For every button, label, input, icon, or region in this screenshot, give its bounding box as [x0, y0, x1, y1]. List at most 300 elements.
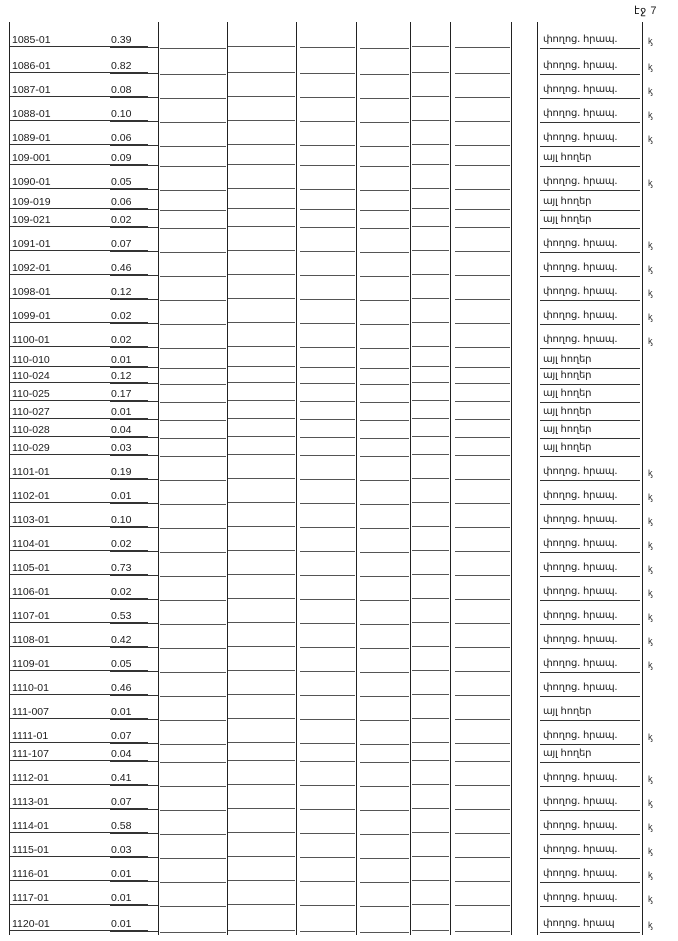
row-underline	[110, 881, 158, 882]
row-underline	[110, 527, 158, 528]
row-underline	[228, 760, 295, 761]
row-underline	[455, 383, 510, 384]
row-underline	[360, 324, 409, 325]
row-underline	[455, 323, 510, 324]
row-underline	[412, 144, 449, 145]
row-underline	[300, 227, 355, 228]
row-underline	[110, 623, 158, 624]
row-underline	[110, 455, 158, 456]
parcel-code: 1086-01	[12, 60, 51, 72]
row-underline	[540, 228, 640, 229]
row-underline	[160, 438, 226, 439]
land-category: այլ հողեր	[543, 370, 592, 381]
parcel-code: 1117-01	[12, 892, 49, 904]
parcel-code: 1112-01	[12, 772, 49, 784]
row-mark: ᶄ	[648, 823, 653, 833]
row-underline	[360, 762, 409, 763]
row-underline	[110, 671, 158, 672]
row-underline	[455, 527, 510, 528]
row-underline	[412, 298, 449, 299]
row-underline	[360, 252, 409, 253]
land-category: փողոց. հրապ.	[543, 176, 618, 187]
row-underline	[412, 436, 449, 437]
row-underline	[228, 72, 295, 73]
land-category: փողոց. հրապ.	[543, 658, 618, 669]
parcel-area: 0.04	[111, 748, 132, 760]
row-underline	[360, 146, 409, 147]
row-mark: ᶄ	[648, 613, 653, 623]
row-underline	[228, 718, 295, 719]
row-underline	[540, 190, 640, 191]
row-underline	[540, 744, 640, 745]
parcel-code: 110-024	[12, 370, 50, 382]
row-underline	[412, 72, 449, 73]
row-underline	[412, 478, 449, 479]
parcel-code: 1091-01	[12, 238, 51, 250]
row-underline	[300, 455, 355, 456]
row-underline	[228, 694, 295, 695]
row-underline	[300, 419, 355, 420]
row-underline	[412, 742, 449, 743]
row-underline	[300, 575, 355, 576]
row-underline	[228, 400, 295, 401]
row-underline	[160, 762, 226, 763]
row-underline	[455, 97, 510, 98]
row-underline	[300, 833, 355, 834]
row-underline	[455, 145, 510, 146]
row-mark: ᶄ	[648, 637, 653, 647]
parcel-area: 0.07	[111, 730, 132, 742]
row-underline	[300, 121, 355, 122]
parcel-code: 110-025	[12, 388, 50, 400]
row-underline	[540, 720, 640, 721]
row-underline	[540, 122, 640, 123]
row-underline	[300, 527, 355, 528]
row-underline	[110, 299, 158, 300]
row-underline	[110, 575, 158, 576]
row-underline	[540, 786, 640, 787]
parcel-code: 1098-01	[12, 286, 51, 298]
row-underline	[412, 930, 449, 931]
parcel-area: 0.01	[111, 918, 132, 930]
row-underline	[228, 670, 295, 671]
row-underline	[540, 324, 640, 325]
parcel-area: 0.73	[111, 562, 132, 574]
row-underline	[160, 98, 226, 99]
row-underline	[455, 647, 510, 648]
row-underline	[160, 384, 226, 385]
row-underline	[540, 672, 640, 673]
land-category: փողոց. հրապ.	[543, 562, 618, 573]
parcel-area: 0.02	[111, 310, 132, 322]
land-category: այլ հողեր	[543, 196, 592, 207]
parcel-code: 1107-01	[12, 610, 50, 622]
row-underline	[160, 324, 226, 325]
row-underline	[455, 47, 510, 48]
row-underline	[455, 857, 510, 858]
row-underline	[110, 437, 158, 438]
row-underline	[228, 742, 295, 743]
row-underline	[228, 436, 295, 437]
row-underline	[300, 251, 355, 252]
parcel-area: 0.02	[111, 214, 132, 226]
row-mark: ᶄ	[648, 921, 653, 931]
row-underline	[360, 98, 409, 99]
row-underline	[360, 438, 409, 439]
row-underline	[540, 648, 640, 649]
row-underline	[300, 719, 355, 720]
row-underline	[360, 932, 409, 933]
row-underline	[412, 226, 449, 227]
row-underline	[300, 503, 355, 504]
row-underline	[160, 228, 226, 229]
row-mark: ᶄ	[648, 111, 653, 121]
row-mark: ᶄ	[648, 135, 653, 145]
row-underline	[110, 905, 158, 906]
row-underline	[300, 299, 355, 300]
row-underline	[455, 251, 510, 252]
parcel-code: 109-021	[12, 214, 51, 226]
row-underline	[228, 856, 295, 857]
row-underline	[412, 526, 449, 527]
row-underline	[455, 671, 510, 672]
row-underline	[455, 905, 510, 906]
row-underline	[300, 479, 355, 480]
row-underline	[455, 743, 510, 744]
row-underline	[110, 785, 158, 786]
column-rule	[450, 22, 451, 935]
row-underline	[160, 624, 226, 625]
row-underline	[540, 858, 640, 859]
land-category: փողոց. հրապ.	[543, 892, 618, 903]
row-underline	[455, 833, 510, 834]
land-category: փողոց. հրապ.	[543, 868, 618, 879]
row-underline	[455, 575, 510, 576]
row-underline	[360, 480, 409, 481]
row-underline	[360, 858, 409, 859]
row-underline	[228, 226, 295, 227]
row-underline	[360, 810, 409, 811]
row-mark: ᶄ	[648, 469, 653, 479]
row-underline	[300, 189, 355, 190]
parcel-area: 0.46	[111, 262, 132, 274]
row-underline	[540, 576, 640, 577]
row-underline	[228, 298, 295, 299]
parcel-area: 0.17	[111, 388, 132, 400]
land-category: փողոց. հրապ.	[543, 586, 618, 597]
row-underline	[160, 648, 226, 649]
row-underline	[455, 881, 510, 882]
row-underline	[300, 275, 355, 276]
row-underline	[540, 480, 640, 481]
land-category: այլ հողեր	[543, 748, 592, 759]
row-underline	[455, 209, 510, 210]
row-underline	[360, 48, 409, 49]
row-underline	[412, 598, 449, 599]
row-underline	[160, 882, 226, 883]
row-underline	[160, 810, 226, 811]
row-underline	[110, 47, 158, 48]
row-underline	[228, 622, 295, 623]
row-underline	[160, 504, 226, 505]
row-underline	[455, 367, 510, 368]
parcel-code: 1099-01	[12, 310, 51, 322]
row-underline	[540, 552, 640, 553]
row-underline	[300, 47, 355, 48]
row-underline	[300, 73, 355, 74]
row-underline	[160, 932, 226, 933]
row-underline	[412, 46, 449, 47]
row-underline	[228, 880, 295, 881]
row-underline	[412, 550, 449, 551]
row-underline	[300, 623, 355, 624]
row-underline	[160, 456, 226, 457]
land-category: փողոց. հրապ.	[543, 490, 618, 501]
parcel-code: 109-019	[12, 196, 51, 208]
parcel-area: 0.03	[111, 442, 132, 454]
row-underline	[110, 695, 158, 696]
parcel-area: 0.42	[111, 634, 132, 646]
parcel-code: 110-028	[12, 424, 50, 436]
row-underline	[455, 275, 510, 276]
row-underline	[300, 761, 355, 762]
row-underline	[540, 276, 640, 277]
row-underline	[540, 906, 640, 907]
row-underline	[540, 456, 640, 457]
land-category: փողոց. հրապ.	[543, 334, 618, 345]
row-mark: ᶄ	[648, 799, 653, 809]
row-underline	[360, 456, 409, 457]
row-underline	[228, 382, 295, 383]
parcel-code: 111-007	[12, 706, 49, 718]
row-mark: ᶄ	[648, 179, 653, 189]
row-underline	[110, 931, 158, 932]
row-underline	[360, 834, 409, 835]
row-underline	[412, 574, 449, 575]
row-underline	[540, 438, 640, 439]
parcel-area: 0.12	[111, 286, 132, 298]
row-underline	[228, 784, 295, 785]
row-underline	[360, 744, 409, 745]
parcel-code: 1108-01	[12, 634, 50, 646]
land-category: այլ հողեր	[543, 706, 592, 717]
land-category: փողոց. հրապ.	[543, 772, 618, 783]
row-underline	[300, 165, 355, 166]
row-underline	[300, 671, 355, 672]
row-underline	[360, 786, 409, 787]
row-underline	[300, 145, 355, 146]
row-underline	[110, 599, 158, 600]
row-underline	[412, 622, 449, 623]
row-mark: ᶄ	[648, 337, 653, 347]
row-underline	[228, 96, 295, 97]
row-underline	[160, 402, 226, 403]
row-mark: ᶄ	[648, 775, 653, 785]
row-underline	[360, 528, 409, 529]
row-underline	[412, 760, 449, 761]
row-underline	[110, 383, 158, 384]
row-underline	[300, 383, 355, 384]
row-underline	[540, 600, 640, 601]
row-underline	[300, 367, 355, 368]
row-mark: ᶄ	[648, 661, 653, 671]
row-underline	[540, 762, 640, 763]
row-underline	[160, 858, 226, 859]
row-underline	[300, 809, 355, 810]
page-number: էջ 7	[634, 5, 657, 17]
row-underline	[160, 190, 226, 191]
row-underline	[110, 121, 158, 122]
row-underline	[412, 274, 449, 275]
parcel-code: 1102-01	[12, 490, 50, 502]
row-underline	[228, 188, 295, 189]
row-underline	[110, 809, 158, 810]
row-underline	[160, 420, 226, 421]
row-underline	[160, 348, 226, 349]
row-underline	[160, 576, 226, 577]
row-underline	[540, 528, 640, 529]
row-underline	[228, 478, 295, 479]
parcel-code: 1090-01	[12, 176, 51, 188]
row-underline	[300, 347, 355, 348]
row-underline	[455, 931, 510, 932]
parcel-code: 1110-01	[12, 682, 49, 694]
land-category: փողոց. հրապ.	[543, 60, 618, 71]
row-underline	[160, 720, 226, 721]
land-category: փողոց. հրապ.	[543, 514, 618, 525]
row-underline	[228, 322, 295, 323]
row-underline	[110, 479, 158, 480]
row-underline	[300, 905, 355, 906]
row-underline	[360, 190, 409, 191]
row-underline	[160, 74, 226, 75]
row-underline	[360, 624, 409, 625]
row-mark: ᶄ	[648, 313, 653, 323]
parcel-code: 1113-01	[12, 796, 49, 808]
row-underline	[110, 761, 158, 762]
row-underline	[360, 74, 409, 75]
row-underline	[455, 719, 510, 720]
row-underline	[228, 274, 295, 275]
row-underline	[228, 930, 295, 931]
row-underline	[540, 252, 640, 253]
row-mark: ᶄ	[648, 87, 653, 97]
row-underline	[455, 189, 510, 190]
row-underline	[360, 552, 409, 553]
row-underline	[455, 455, 510, 456]
row-underline	[360, 882, 409, 883]
row-underline	[228, 526, 295, 527]
parcel-area: 0.05	[111, 658, 132, 670]
row-mark: ᶄ	[648, 289, 653, 299]
parcel-code: 110-010	[12, 354, 50, 366]
row-underline	[540, 504, 640, 505]
row-underline	[110, 227, 158, 228]
row-underline	[300, 931, 355, 932]
row-mark: ᶄ	[648, 493, 653, 503]
parcel-area: 0.10	[111, 108, 132, 120]
parcel-code: 1120-01	[12, 918, 50, 930]
row-underline	[360, 276, 409, 277]
row-underline	[160, 210, 226, 211]
parcel-code: 1105-01	[12, 562, 50, 574]
row-underline	[540, 348, 640, 349]
row-underline	[455, 695, 510, 696]
row-underline	[455, 479, 510, 480]
row-underline	[300, 97, 355, 98]
row-underline	[110, 401, 158, 402]
land-category: փողոց. հրապ.	[543, 730, 618, 741]
row-underline	[455, 121, 510, 122]
column-rule	[158, 22, 159, 935]
row-underline	[360, 122, 409, 123]
parcel-area: 0.41	[111, 772, 132, 784]
row-underline	[412, 188, 449, 189]
parcel-code: 1109-01	[12, 658, 50, 670]
row-underline	[412, 784, 449, 785]
row-underline	[412, 808, 449, 809]
row-underline	[228, 46, 295, 47]
parcel-code: 1115-01	[12, 844, 49, 856]
row-underline	[300, 323, 355, 324]
row-underline	[360, 696, 409, 697]
row-mark: ᶄ	[648, 589, 653, 599]
row-underline	[540, 696, 640, 697]
column-rule	[410, 22, 411, 935]
land-category: փողոց. հրապ	[543, 918, 615, 929]
row-underline	[455, 599, 510, 600]
row-underline	[412, 670, 449, 671]
parcel-code: 111-107	[12, 748, 49, 760]
row-underline	[360, 504, 409, 505]
row-underline	[228, 574, 295, 575]
parcel-area: 0.53	[111, 610, 132, 622]
row-underline	[110, 503, 158, 504]
row-underline	[110, 209, 158, 210]
row-underline	[228, 418, 295, 419]
row-underline	[412, 904, 449, 905]
parcel-code: 1085-01	[12, 34, 51, 46]
row-underline	[455, 785, 510, 786]
row-underline	[412, 208, 449, 209]
land-category: փողոց. հրապ.	[543, 844, 618, 855]
land-category: փողոց. հրապ.	[543, 796, 618, 807]
row-underline	[412, 454, 449, 455]
parcel-area: 0.06	[111, 196, 132, 208]
row-underline	[228, 454, 295, 455]
row-underline	[540, 300, 640, 301]
row-underline	[110, 189, 158, 190]
row-underline	[412, 346, 449, 347]
parcel-area: 0.05	[111, 176, 132, 188]
parcel-area: 0.58	[111, 820, 132, 832]
row-underline	[360, 720, 409, 721]
row-underline	[540, 932, 640, 933]
row-underline	[540, 368, 640, 369]
row-underline	[300, 599, 355, 600]
parcel-area: 0.01	[111, 490, 132, 502]
row-underline	[228, 366, 295, 367]
row-underline	[455, 73, 510, 74]
row-underline	[360, 576, 409, 577]
row-underline	[540, 882, 640, 883]
row-underline	[412, 322, 449, 323]
row-underline	[412, 250, 449, 251]
land-category: փողոց. հրապ.	[543, 132, 618, 143]
row-underline	[412, 96, 449, 97]
row-underline	[455, 503, 510, 504]
parcel-code: 1106-01	[12, 586, 50, 598]
